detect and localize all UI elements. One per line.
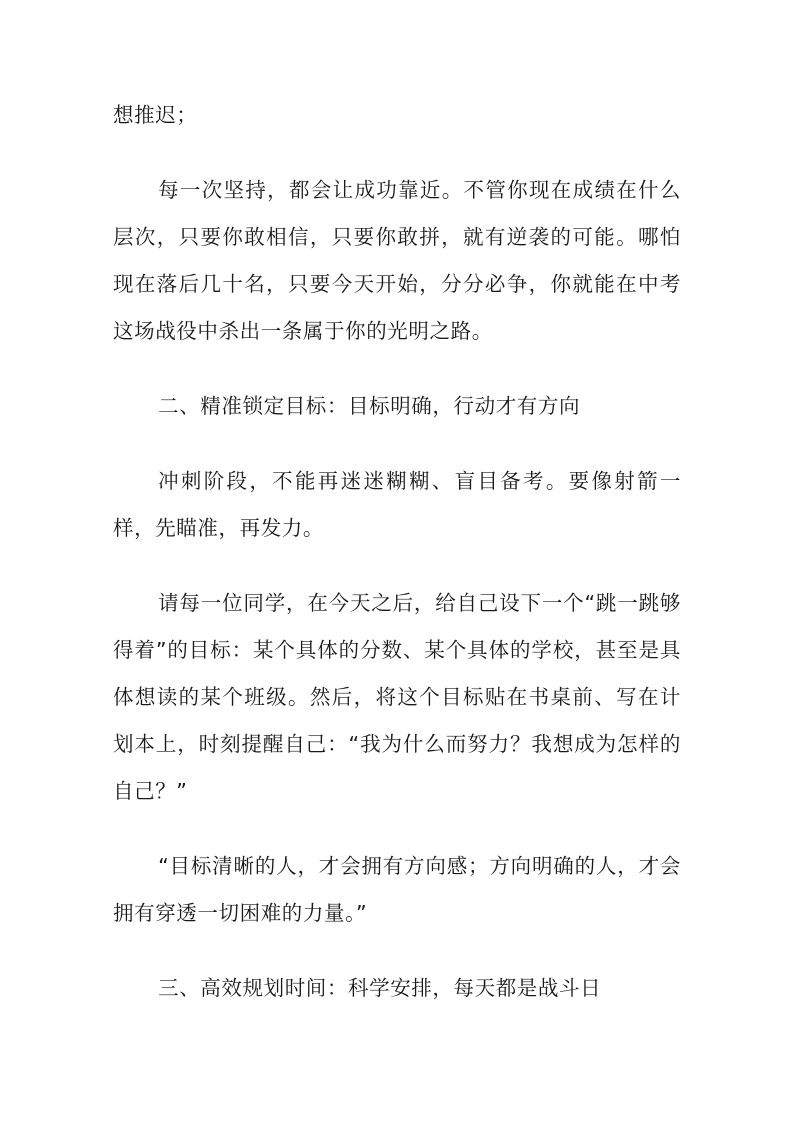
- paragraph: 每一次坚持，都会让成功靠近。不管你现在成绩在什么层次，只要你敢相信，只要你敢拼，就有逆袭的可能。哪怕现在落后几十名，只要今天开始，分分必争，你就能在中考这场战役中杀出一条属于你的光明之路。: [113, 178, 681, 343]
- paragraph: 请每一位同学，在今天之后，给自己设下一个“跳一跳够得着”的目标：某个具体的分数、某个具体的学校，甚至是具体想读的某个班级。然后，将这个目标贴在书桌前、写在计划本上，时刻提醒自己：“我为什么而努力？我想成为怎样的自己？”: [113, 591, 681, 803]
- document-body: [113, 92, 681, 1012]
- paragraph: 冲刺阶段，不能再迷迷糊糊、盲目备考。要像射箭一样，先瞄准，再发力。: [113, 469, 681, 540]
- section-heading-2: 二、精准锁定目标：目标明确，行动才有方向: [158, 394, 581, 418]
- section-heading-3: 三、高效规划时间：科学安排，每天都是战斗日: [158, 976, 602, 1000]
- paragraph: 想推迟；: [113, 103, 198, 127]
- quote-paragraph: “目标清晰的人，才会拥有方向感；方向明确的人，才会拥有穿透一切困难的力量。”: [113, 854, 681, 925]
